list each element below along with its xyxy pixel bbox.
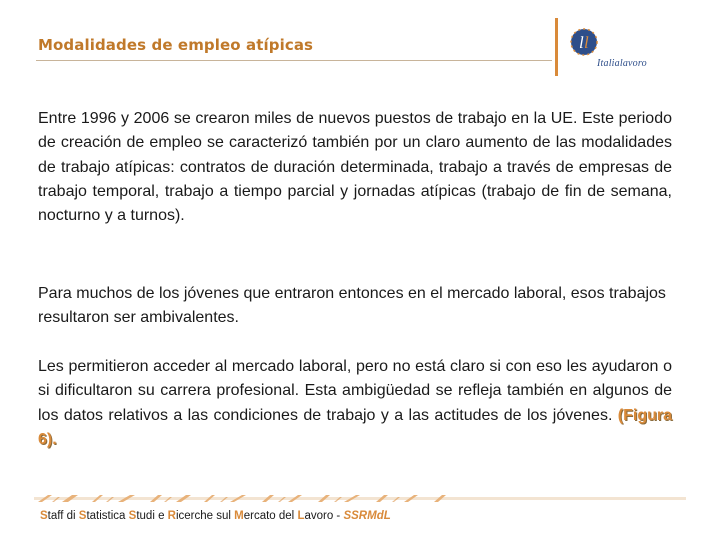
footer-word: tatistica <box>86 510 129 522</box>
footer-word: avoro - <box>304 510 344 522</box>
footer-word: icerche sul <box>175 510 235 522</box>
footer-initial: L <box>297 510 305 522</box>
footer-credit <box>40 510 391 522</box>
footer-decorative-band <box>34 494 686 503</box>
footer-initial: M <box>234 510 244 522</box>
footer-word: tudi e <box>136 510 168 522</box>
svg-text:l: l <box>579 33 584 52</box>
logo-wordmark: Italialavoro <box>597 58 647 69</box>
figure-6-link[interactable]: (Figura 6). <box>38 406 672 448</box>
footer-initial: S <box>128 510 137 522</box>
footer-initial: R <box>167 510 176 522</box>
body-paragraph-2: Para muchos de los jóvenes que entraron entonces en el mercado laboral, esos trabajos resultaron ser ambivalentes. <box>38 285 666 327</box>
body-paragraph-1: Entre 1996 y 2006 se crearon miles de nuevos puestos de trabajo en la UE. Este periodo de creación de empleo se caracterizó también por un claro aumento de las modalidades de trabajo atípicas: contratos de duración determinada, trabajo a través de empresas de trabajo temporal, trabajo a tiempo parcial y jornadas atípicas (trabajo de fin de semana, nocturno y a turnos). <box>38 110 672 225</box>
body-paragraph-3 <box>38 355 672 452</box>
slide-title: Modalidades de empleo atípicas <box>38 36 314 54</box>
footer-word: taff di <box>47 510 79 522</box>
body-paragraph-3-text: Les permitieron acceder al mercado laboral, pero no está claro si con eso les ayudaron o si dificultaron su carrera profesional. Esta ambigüedad se refleja también en algunos de los datos relativos a las condiciones de trabajo y a las actitudes de los jóvenes. <box>38 358 672 424</box>
logo-divider-bar <box>555 18 558 76</box>
title-divider <box>36 60 552 61</box>
footer-word: ercato del <box>243 510 298 522</box>
svg-text:l: l <box>584 33 589 52</box>
footer-initial: S <box>78 510 87 522</box>
footer-initial: S <box>40 510 48 522</box>
footer-brand: SSRMdL <box>343 510 391 522</box>
